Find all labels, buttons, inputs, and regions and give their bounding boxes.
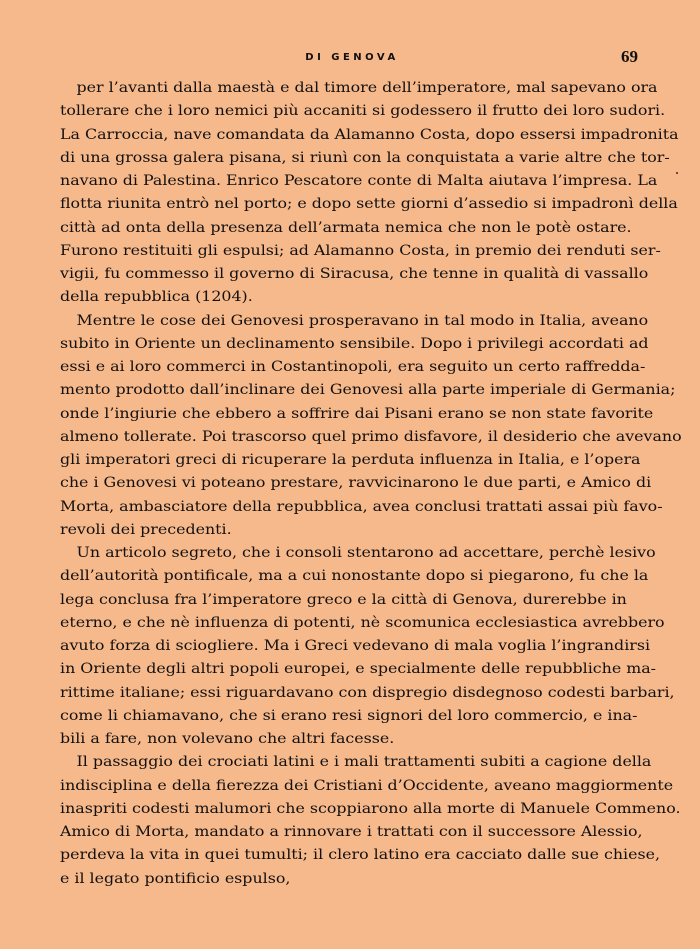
text-line: città ad onta della presenza dell’armata nemica che non le potè ostare.	[60, 219, 632, 236]
text-line: Il passaggio dei crociati latini e i mali trattamenti subiti a cagione della	[76, 754, 652, 771]
text-line: rittime italiane; essi riguardavano con dispregio disdegnoso codesti barbari,	[60, 684, 675, 701]
text-line: eterno, e che nè influenza di potenti, nè scomunica ecclesiastica avrebbero	[60, 614, 665, 631]
text-line: Morta, ambasciatore della repubblica, avea conclusi trattati assai più favo-	[60, 498, 663, 515]
text-line: perdeva la vita in quei tumulti; il clero latino era cacciato dalle sue chiese,	[60, 847, 660, 864]
text-line: Amico di Morta, mandato a rinnovare i trattati con il successore Alessio,	[60, 824, 643, 840]
text-line: essi e ai loro commerci in Costantinopoli, era seguito un certo raffredda-	[60, 359, 646, 375]
text-line: dell’autorità pontificale, ma a cui nonostante dopo si piegarono, fu che la	[60, 568, 649, 585]
text-line: e il legato pontificio espulso,	[60, 870, 291, 887]
text-line: inaspriti codesti malumori che scoppiarono alla morte di Manuele Commeno.	[60, 800, 681, 817]
print-speck	[676, 172, 678, 174]
body-text	[60, 77, 682, 891]
text-line: di una grossa galera pisana, si riunì con la conquistata a varie altre che tor-	[60, 149, 670, 166]
page-number: 69	[621, 47, 638, 66]
text-line: della repubblica (1204).	[60, 289, 253, 306]
text-line: almeno tollerate. Poi trascorso quel primo disfavore, il desiderio che avevano	[60, 428, 682, 445]
text-line: tollerare che i loro nemici più accaniti si godessero il frutto dei loro sudori.	[60, 103, 666, 120]
text-line: lega conclusa fra l’imperatore greco e la città di Genova, durerebbe in	[60, 591, 627, 608]
text-line: revoli dei precedenti.	[60, 521, 232, 538]
running-head	[60, 47, 644, 70]
text-line: come li chiamavano, che si erano resi signori del loro commercio, e ina-	[60, 707, 638, 724]
text-line: vigii, fu commesso il governo di Siracusa, che tenne in qualità di vassallo	[60, 266, 649, 282]
text-line: bili a fare, non volevano che altri facesse.	[60, 731, 395, 747]
text-line: mento prodotto dall’inclinare dei Genovesi alla parte imperiale di Germania;	[60, 382, 676, 399]
text-line: gli imperatori greci di ricuperare la perduta influenza in Italia, e l’opera	[60, 452, 641, 468]
text-line: Furono restituiti gli espulsi; ad Alamanno Costa, in premio dei renduti ser-	[60, 242, 661, 259]
text-line: che i Genovesi vi poteano prestare, ravvicinarono le due parti, e Amico di	[60, 475, 652, 492]
text-line: Mentre le cose dei Genovesi prosperavano in tal modo in Italia, aveano	[76, 312, 649, 329]
text-line: Un articolo segreto, che i consoli stentarono ad accettare, perchè lesivo	[76, 545, 656, 561]
text-line: flotta riunita entrò nel porto; e dopo sette giorni d’assedio si impadronì della	[60, 196, 678, 213]
text-line: avuto forza di sciogliere. Ma i Greci vedevano di mala voglia l’ingrandirsi	[60, 638, 651, 654]
running-title: DI GENOVA	[305, 52, 399, 63]
text-line: subito in Oriente un declinamento sensibile. Dopo i privilegi accordati ad	[60, 335, 649, 352]
text-line: La Carroccia, nave comandata da Alamanno Costa, dopo essersi impadronita	[60, 126, 679, 143]
text-line: indisciplina e della fierezza dei Cristiani d’Occidente, aveano maggiormente	[60, 777, 674, 794]
text-line: navano di Palestina. Enrico Pescatore conte di Malta aiutava l’impresa. La	[60, 173, 658, 189]
text-line: per l’avanti dalla maestà e dal timore dell’imperatore, mal sapevano ora	[76, 80, 658, 96]
text-line: in Oriente degli altri popoli europei, e specialmente delle repubbliche ma-	[60, 661, 657, 678]
text-line: onde l’ingiurie che ebbero a soffrire dai Pisani erano se non state favorite	[60, 405, 654, 422]
